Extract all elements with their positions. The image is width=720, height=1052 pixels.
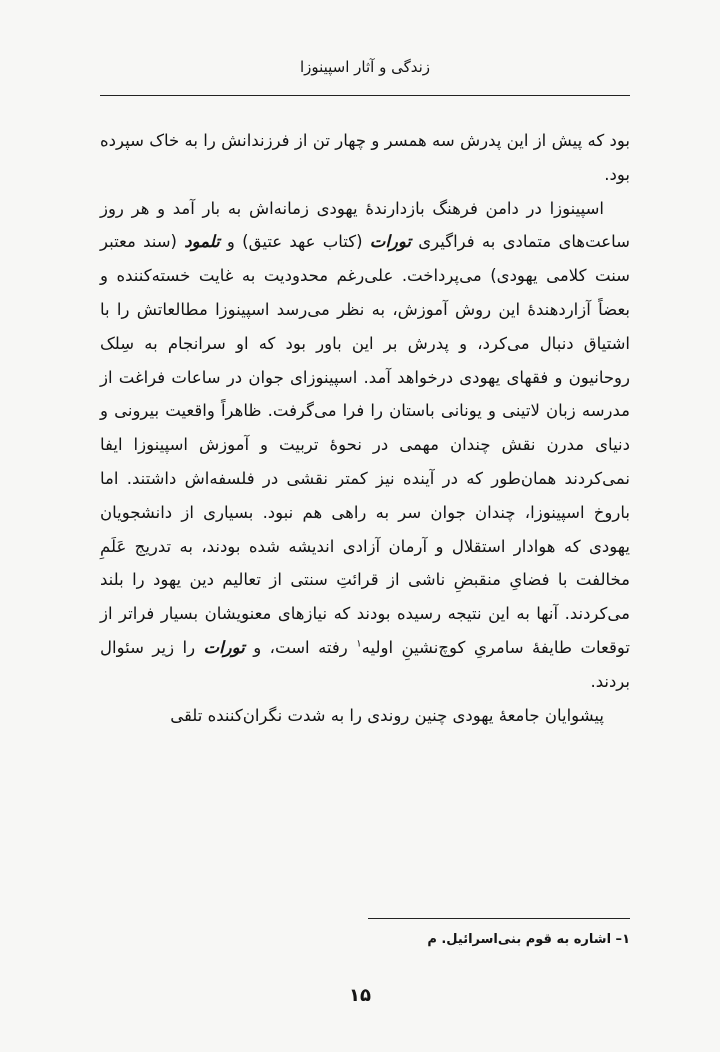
body-text xyxy=(100,124,630,732)
text-run: را زیر سئوال بردند. xyxy=(100,637,630,691)
text-run: رفته است، و xyxy=(244,637,357,657)
footnote-marker: ۱ xyxy=(356,638,362,650)
page-number: ۱۵ xyxy=(349,985,371,1006)
text-run: اسپینوزا در دامن فرهنگ بازدارندهٔ یهودی زمانه‌اش به بار آمد و هر روز ساعت‌های متمادی به فراگیری xyxy=(100,198,630,252)
paragraph-1 xyxy=(100,124,630,192)
text-run: (کتاب عهد عتیق) و xyxy=(219,232,370,252)
paragraph-3 xyxy=(100,699,630,733)
paragraph-2 xyxy=(100,192,630,699)
footnote: ۱– اشاره به قوم بنی‌اسرائیل. م xyxy=(427,932,630,947)
text-run: بود که پیش از این پدرش سه همسر و چهار تن از فرزندانش را به خاک سپرده بود. xyxy=(100,131,630,184)
emphasis-torah: تورات xyxy=(369,232,411,252)
emphasis-torah: تورات xyxy=(203,637,245,657)
footnote-rule xyxy=(368,918,630,919)
running-title: زندگی و آثار اسپینوزا xyxy=(299,58,431,76)
emphasis-talmud: تلمود xyxy=(184,232,220,252)
header-rule xyxy=(100,95,630,96)
text-run: پیشوایان جامعهٔ یهودی چنین روندی را به شدت نگران‌کننده تلقی xyxy=(170,705,604,725)
text-run: (سند معتبر سنت کلامی یهودی) می‌پرداخت. علی‌رغم محدودیت به غایت خسته‌کننده و بعضاً آزاردهندهٔ این روش آموزش، به نظر می‌رسد اسپینوزا مطالعاتش را با اشتیاق دنبال می‌کرد، و پدرش بر این باور بود که او سرانجام به سِلک روحانیون و فقهای یهودی درخواهد آمد. اسپینوزای جوان در ساعات فراغت از مدرسه زبان لاتینی و یونانی باستان را فرا می‌گرفت. ظاهراً واقعیت بیرونی و دنیای مدرن نقش چندان مهمی در نحوهٔ تربیت و آموزش اسپینوزا ایفا نمی‌کردند همان‌طور که در آینده نیز کمتر نقشی در فلسفه‌اش داشتند. اما باروخ اسپینوزا، چندان جوان سر به راهی هم نبود. بسیاری از دانشجویان یهودی که هوادار استقلال و آرمان آزادی اندیشه شده بودند، به تدریج عَلَمِ مخالفت با فضایِ منقبضِ ناشی از قرائتِ سنتی از تعالیم دین یهود را بلند می‌کردند. آنها به این نتیجه رسیده بودند که نیازهای معنویشان بسیار فراتر از توقعات طایفهٔ سامریِ کوچ‌نشینِ اولیه xyxy=(100,232,630,657)
